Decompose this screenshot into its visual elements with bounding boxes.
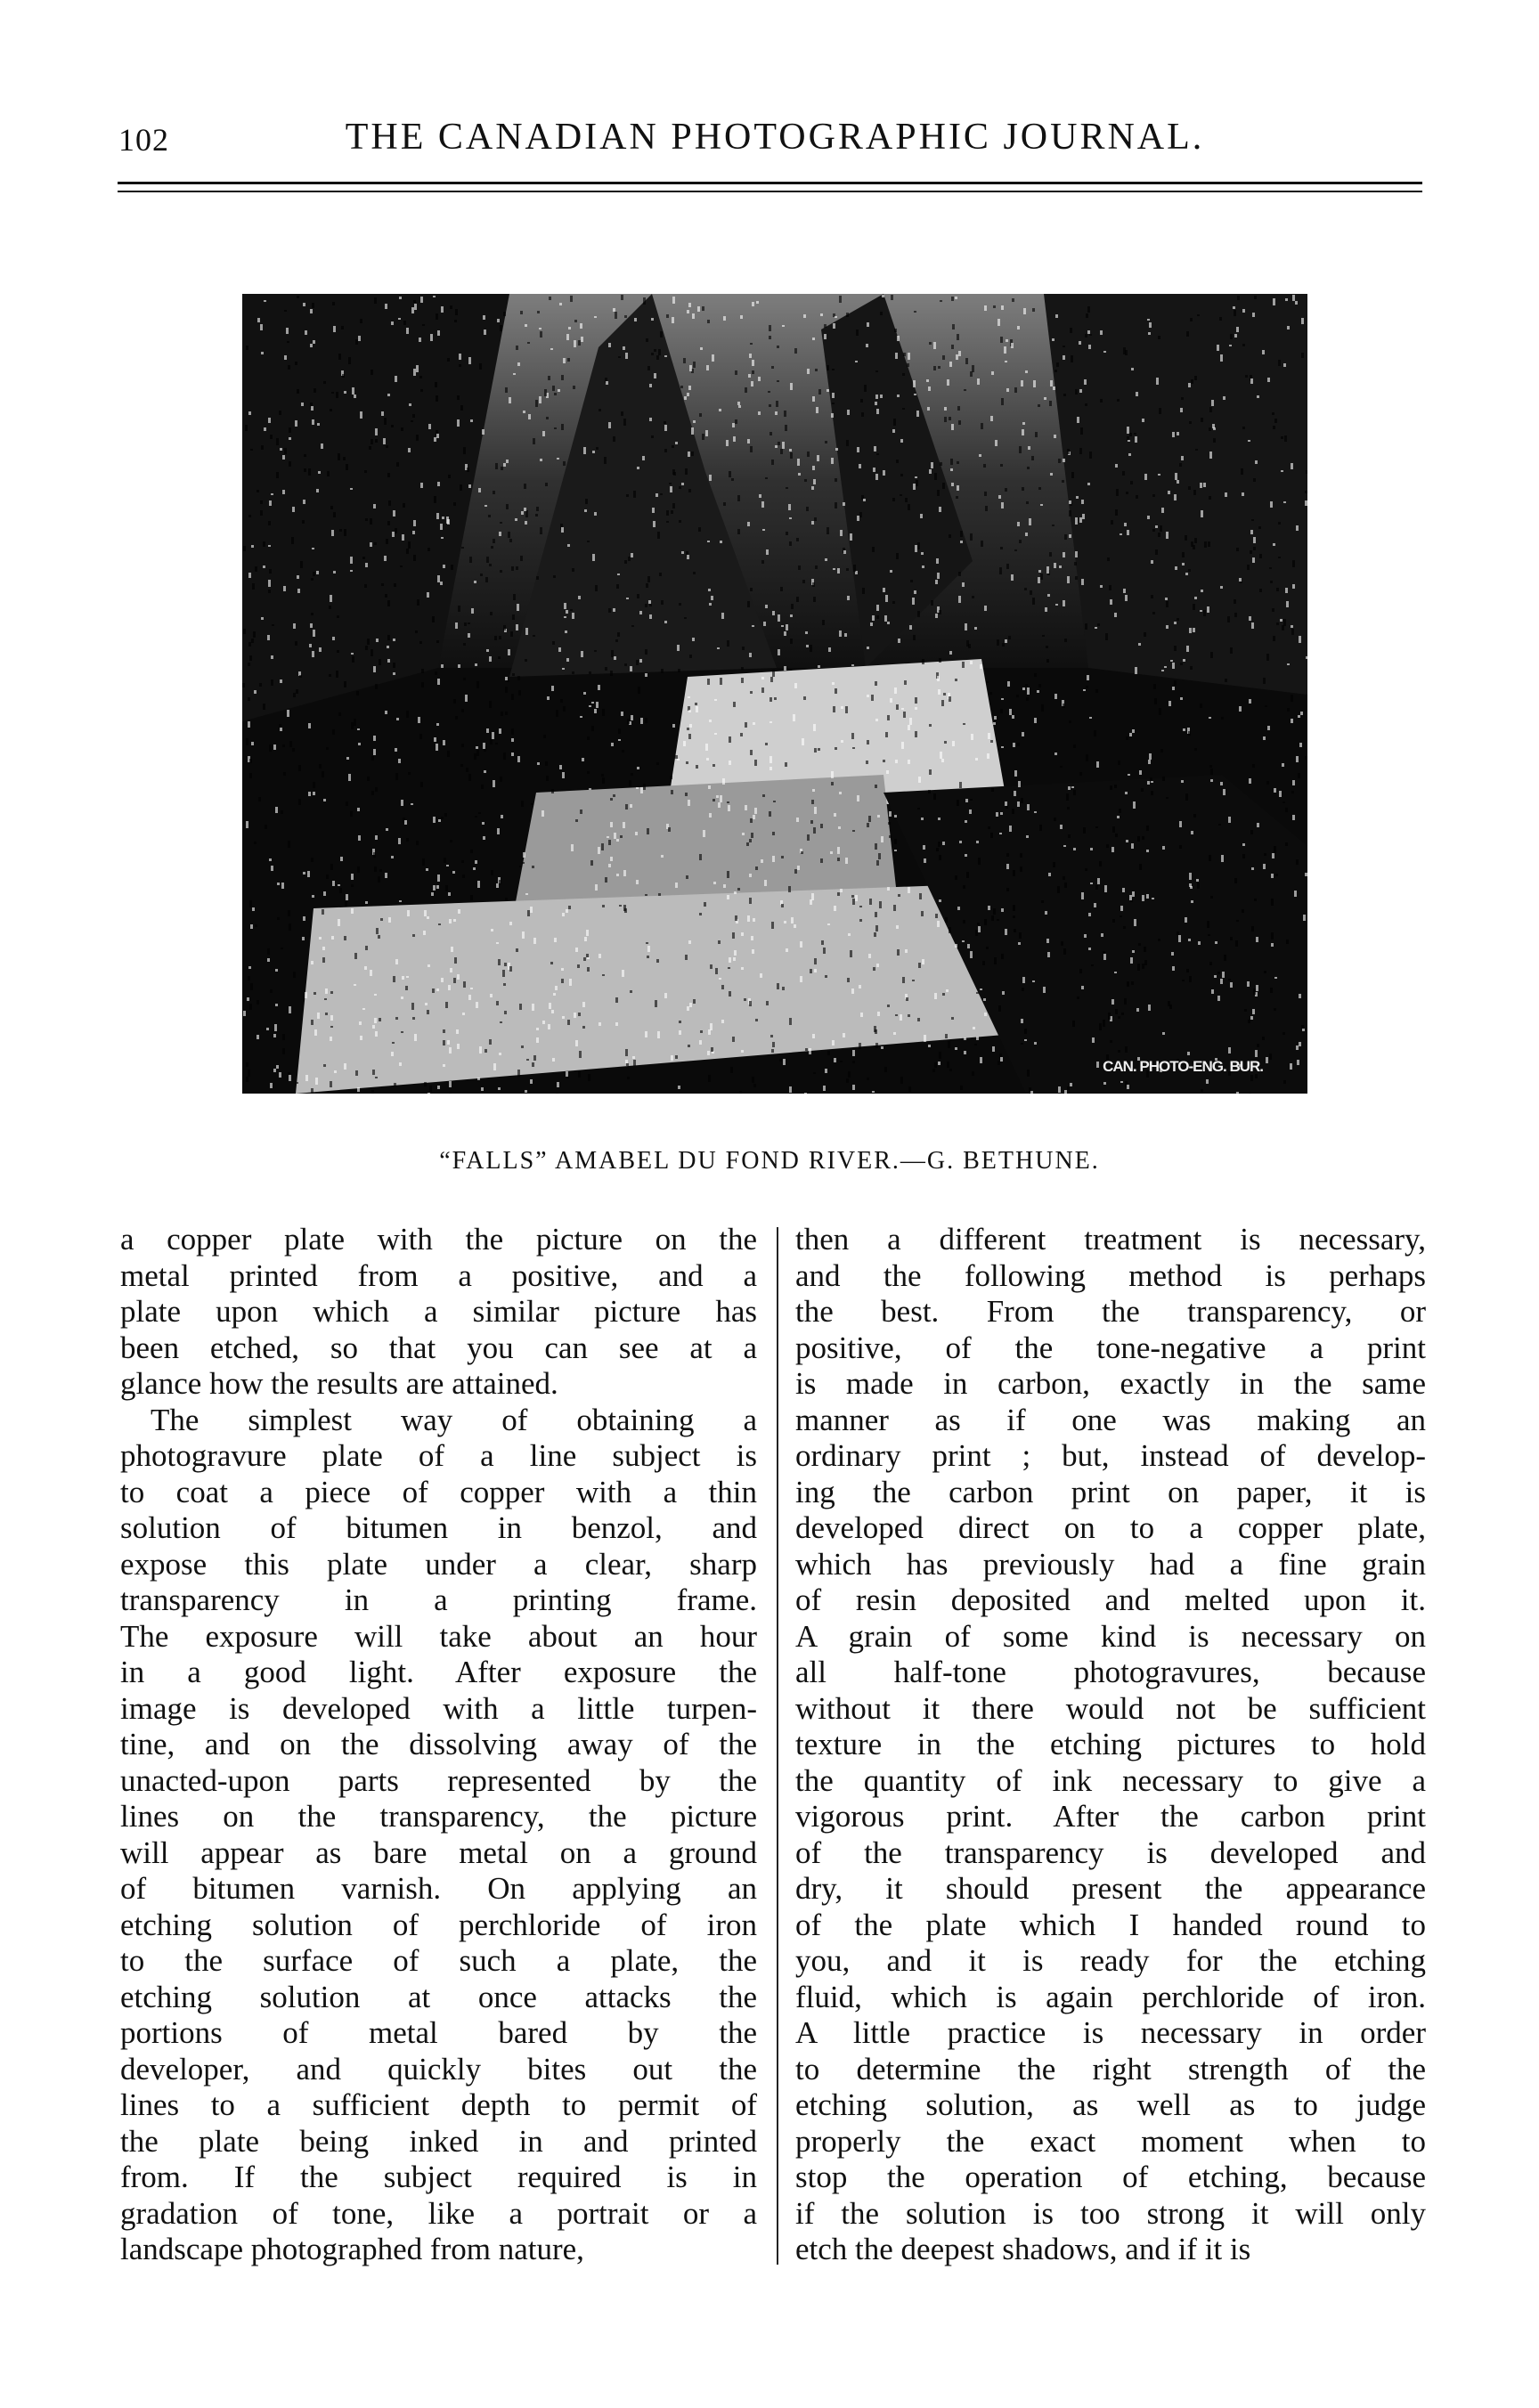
text-line: expose this plate under a clear, sharp xyxy=(120,1546,757,1582)
text-line: fluid, which is again perchloride of iron. xyxy=(795,1979,1426,2014)
text-line: etching solution of perchloride of iron xyxy=(120,1907,757,1942)
text-line: etching solution, as well as to judge xyxy=(795,2087,1426,2122)
text-line: image is developed with a little turpen- xyxy=(120,1690,757,1726)
left-text-column xyxy=(120,1222,757,2268)
text-line: A little practice is necessary in order xyxy=(795,2015,1426,2050)
text-line: to the surface of such a plate, the xyxy=(120,1943,757,1978)
text-line: ordinary print ; but, instead of develop- xyxy=(795,1438,1426,1473)
text-line: glance how the results are attained. xyxy=(120,1366,558,1401)
text-line: dry, it should present the appearance xyxy=(795,1871,1426,1906)
photo-image xyxy=(242,294,1307,1094)
text-line: solution of bitumen in benzol, and xyxy=(120,1510,757,1545)
text-line: transparency in a printing frame. xyxy=(120,1582,757,1617)
text-line: A grain of some kind is necessary on xyxy=(795,1618,1426,1654)
text-line: ing the carbon print on paper, it is xyxy=(795,1474,1426,1509)
text-line: landscape photographed from nature, xyxy=(120,2232,584,2266)
text-line: unacted-upon parts represented by the xyxy=(120,1762,757,1798)
text-line: gradation of tone, like a portrait or a xyxy=(120,2195,757,2231)
text-line: developed direct on to a copper plate, xyxy=(795,1510,1426,1545)
text-line: all half-tone photogravures, because xyxy=(795,1655,1426,1689)
text-line: the plate being inked in and printed xyxy=(120,2123,757,2159)
text-line: positive, of the tone-negative a print xyxy=(795,1330,1426,1365)
journal-title: THE CANADIAN PHOTOGRAPHIC JOURNAL. xyxy=(345,117,1205,158)
column-divider xyxy=(777,1227,778,2265)
right-text-column xyxy=(795,1222,1426,2268)
text-line: The simplest way of obtaining a xyxy=(151,1402,757,1437)
text-line: to determine the right strength of the xyxy=(795,2051,1426,2087)
text-line: of resin deposited and melted upon it. xyxy=(795,1582,1426,1617)
text-line: etch the deepest shadows, and if it is xyxy=(795,2232,1251,2266)
text-line: of bitumen varnish. On applying an xyxy=(120,1871,757,1906)
figure-caption: “FALLS” AMABEL DU FOND RIVER.—G. BETHUNE. xyxy=(439,1147,1100,1175)
text-line: is made in carbon, exactly in the same xyxy=(795,1366,1426,1401)
text-line: the best. From the transparency, or xyxy=(795,1294,1426,1329)
header-rule-thin xyxy=(118,191,1422,192)
text-line: etching solution at once attacks the xyxy=(120,1979,757,2014)
text-line: without it there would not be sufficient xyxy=(795,1690,1426,1726)
text-line: to coat a piece of copper with a thin xyxy=(120,1474,757,1509)
text-line: manner as if one was making an xyxy=(795,1402,1426,1437)
text-line: lines on the transparency, the picture xyxy=(120,1799,757,1834)
page-number: 102 xyxy=(118,122,169,158)
text-line: properly the exact moment when to xyxy=(795,2123,1426,2159)
text-line: lines to a sufficient depth to permit of xyxy=(120,2087,757,2122)
text-line: stop the operation of etching, because xyxy=(795,2160,1426,2194)
text-line: in a good light. After exposure the xyxy=(120,1655,757,1689)
text-line: The exposure will take about an hour xyxy=(120,1618,757,1654)
text-line: you, and it is ready for the etching xyxy=(795,1943,1426,1978)
text-line: the quantity of ink necessary to give a xyxy=(795,1762,1426,1798)
text-line: of the transparency is developed and xyxy=(795,1834,1426,1870)
text-line: of the plate which I handed round to xyxy=(795,1907,1426,1942)
waterfall-photograph xyxy=(242,294,1307,1094)
text-line: texture in the etching pictures to hold xyxy=(795,1727,1426,1761)
text-line: if the solution is too strong it will only xyxy=(795,2195,1426,2231)
engraver-watermark: CAN. PHOTO-ENG. BUR. xyxy=(1103,1058,1263,1075)
text-line: will appear as bare metal on a ground xyxy=(120,1834,757,1870)
text-line: from. If the subject required is in xyxy=(120,2160,757,2194)
text-line: vigorous print. After the carbon print xyxy=(795,1799,1426,1834)
text-line: then a different treatment is necessary, xyxy=(795,1222,1426,1257)
header-rule-thick xyxy=(118,182,1422,184)
text-line: plate upon which a similar picture has xyxy=(120,1294,757,1329)
text-line: developer, and quickly bites out the xyxy=(120,2051,757,2087)
text-line: tine, and on the dissolving away of the xyxy=(120,1727,757,1761)
text-line: metal printed from a positive, and a xyxy=(120,1257,757,1293)
text-line: a copper plate with the picture on the xyxy=(120,1222,757,1257)
text-line: been etched, so that you can see at a xyxy=(120,1330,757,1365)
text-line: which has previously had a fine grain xyxy=(795,1546,1426,1582)
text-line: and the following method is perhaps xyxy=(795,1257,1426,1293)
text-line: photogravure plate of a line subject is xyxy=(120,1438,757,1473)
text-line: portions of metal bared by the xyxy=(120,2015,757,2050)
